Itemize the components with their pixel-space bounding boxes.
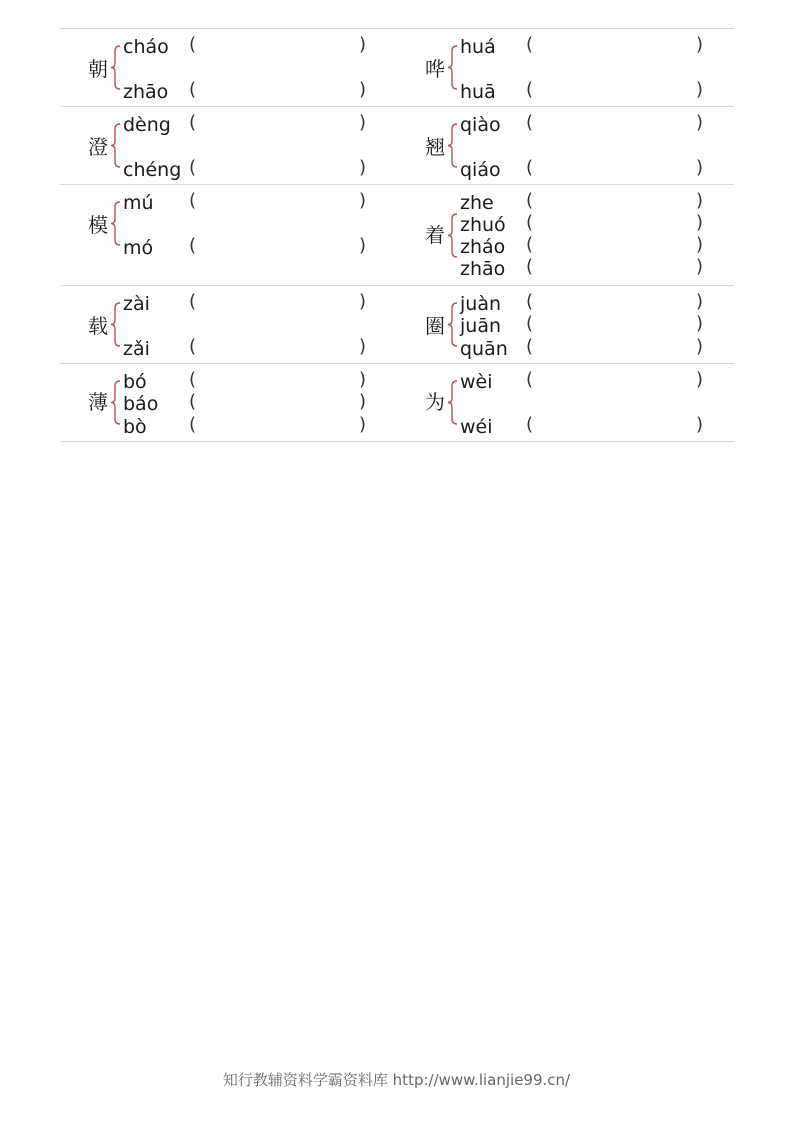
pinyin: mú xyxy=(123,192,154,214)
curly-brace-icon xyxy=(110,302,122,347)
entry xyxy=(60,29,397,106)
table-row xyxy=(60,363,734,442)
paren-close: ) xyxy=(359,369,367,390)
pinyin: cháo xyxy=(123,36,169,58)
curly-brace-icon xyxy=(110,123,122,168)
pinyin: wèi xyxy=(460,371,493,393)
pinyin: zhuó xyxy=(460,214,506,236)
paren-close: ) xyxy=(696,112,704,133)
table-row xyxy=(60,28,734,106)
paren-open: ( xyxy=(189,34,197,55)
entry xyxy=(60,185,397,285)
curly-brace-icon xyxy=(110,45,122,90)
paren-close: ) xyxy=(359,34,367,55)
paren-close: ) xyxy=(696,34,704,55)
paren-open: ( xyxy=(189,157,197,178)
paren-close: ) xyxy=(696,212,704,233)
pinyin: huā xyxy=(460,81,496,103)
paren-close: ) xyxy=(359,391,367,412)
pinyin: zài xyxy=(123,293,150,315)
paren-open: ( xyxy=(189,391,197,412)
pinyin: chéng xyxy=(123,159,182,181)
paren-open: ( xyxy=(189,336,197,357)
hanzi: 哗 xyxy=(425,57,445,81)
pinyin: zhe xyxy=(460,192,494,214)
entry xyxy=(397,364,734,441)
hanzi: 着 xyxy=(425,223,445,247)
paren-open: ( xyxy=(189,190,197,211)
paren-close: ) xyxy=(359,414,367,435)
paren-open: ( xyxy=(189,79,197,100)
paren-open: ( xyxy=(526,234,534,255)
entry xyxy=(397,185,734,285)
curly-brace-icon xyxy=(447,123,459,168)
curly-brace-icon xyxy=(447,45,459,90)
paren-close: ) xyxy=(696,190,704,211)
paren-close: ) xyxy=(696,369,704,390)
pinyin: bó xyxy=(123,371,147,393)
paren-open: ( xyxy=(526,414,534,435)
paren-open: ( xyxy=(189,414,197,435)
paren-open: ( xyxy=(189,369,197,390)
table-row xyxy=(60,285,734,363)
paren-close: ) xyxy=(696,256,704,277)
hanzi: 圈 xyxy=(425,314,445,338)
hanzi: 澄 xyxy=(88,135,108,159)
hanzi: 薄 xyxy=(88,390,108,414)
pinyin: zháo xyxy=(460,236,506,258)
entry xyxy=(397,107,734,184)
paren-open: ( xyxy=(526,212,534,233)
pinyin: huá xyxy=(460,36,496,58)
paren-open: ( xyxy=(189,112,197,133)
paren-open: ( xyxy=(526,291,534,312)
paren-close: ) xyxy=(359,235,367,256)
curly-brace-icon xyxy=(110,380,122,425)
paren-close: ) xyxy=(359,79,367,100)
curly-brace-icon xyxy=(447,380,459,425)
pinyin: quān xyxy=(460,338,508,360)
curly-brace-icon xyxy=(447,213,459,258)
entry xyxy=(60,286,397,363)
paren-close: ) xyxy=(696,79,704,100)
pinyin: juān xyxy=(460,315,502,337)
pinyin: bò xyxy=(123,416,147,438)
pinyin: qiào xyxy=(460,114,501,136)
hanzi: 模 xyxy=(88,213,108,237)
paren-open: ( xyxy=(526,112,534,133)
entry xyxy=(397,286,734,363)
curly-brace-icon xyxy=(110,201,122,246)
entry xyxy=(60,107,397,184)
pinyin: mó xyxy=(123,237,154,259)
footer-watermark: 知行教辅资料学霸资料库 http://www.lianjie99.cn/ xyxy=(222,1071,571,1089)
paren-close: ) xyxy=(359,291,367,312)
paren-close: ) xyxy=(696,336,704,357)
pinyin: zhāo xyxy=(460,258,506,280)
paren-close: ) xyxy=(696,313,704,334)
paren-close: ) xyxy=(696,291,704,312)
pinyin: zhāo xyxy=(123,81,169,103)
pinyin: wéi xyxy=(460,416,493,438)
pinyin: juàn xyxy=(460,293,502,315)
paren-open: ( xyxy=(526,34,534,55)
paren-close: ) xyxy=(359,112,367,133)
table-row xyxy=(60,106,734,184)
paren-open: ( xyxy=(526,369,534,390)
paren-close: ) xyxy=(359,190,367,211)
paren-open: ( xyxy=(526,190,534,211)
hanzi: 载 xyxy=(88,314,108,338)
entry xyxy=(397,29,734,106)
paren-open: ( xyxy=(526,256,534,277)
paren-close: ) xyxy=(696,234,704,255)
paren-close: ) xyxy=(696,414,704,435)
paren-open: ( xyxy=(526,157,534,178)
pinyin: báo xyxy=(123,393,159,415)
entry xyxy=(60,364,397,441)
polyphone-table xyxy=(60,28,734,442)
paren-open: ( xyxy=(526,336,534,357)
paren-close: ) xyxy=(359,157,367,178)
paren-close: ) xyxy=(359,336,367,357)
hanzi: 为 xyxy=(425,390,445,414)
pinyin: qiáo xyxy=(460,159,501,181)
curly-brace-icon xyxy=(447,302,459,347)
pinyin: dèng xyxy=(123,114,171,136)
table-row xyxy=(60,184,734,285)
paren-close: ) xyxy=(696,157,704,178)
paren-open: ( xyxy=(526,79,534,100)
paren-open: ( xyxy=(526,313,534,334)
pinyin: zǎi xyxy=(123,338,150,360)
hanzi: 朝 xyxy=(88,57,108,81)
paren-open: ( xyxy=(189,291,197,312)
hanzi: 翘 xyxy=(425,135,445,159)
paren-open: ( xyxy=(189,235,197,256)
